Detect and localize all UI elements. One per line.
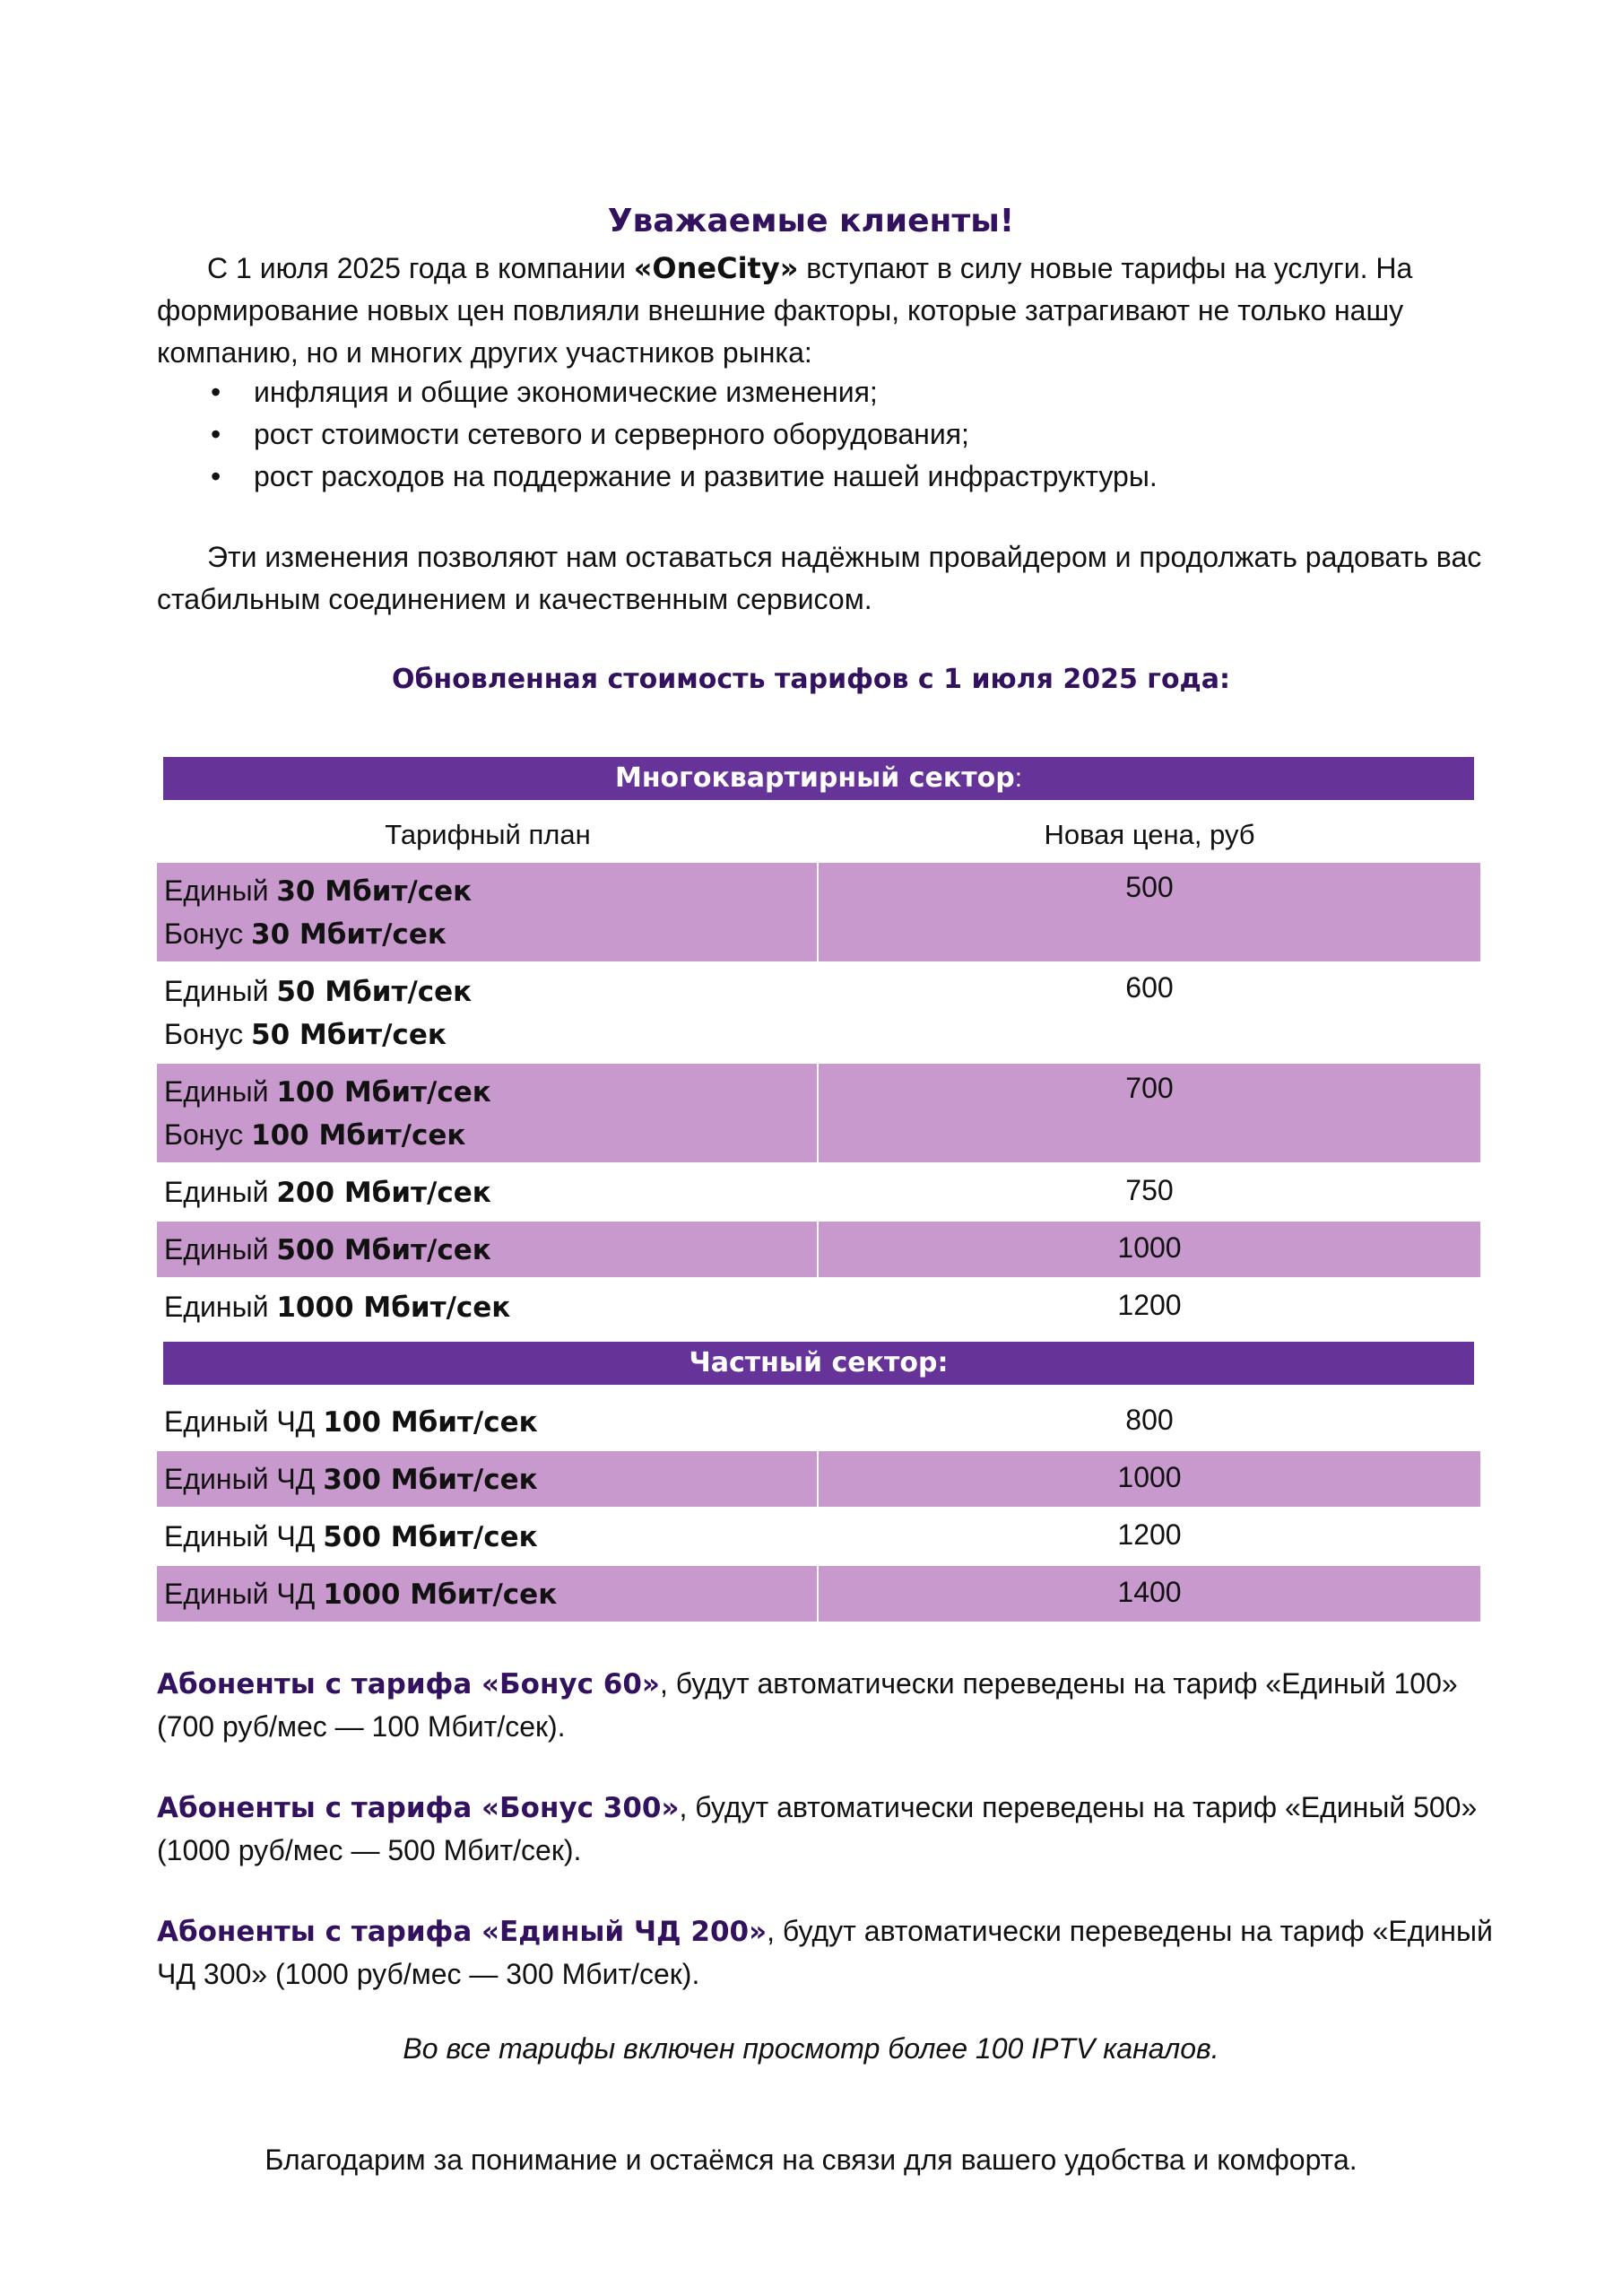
plan-name: Единый xyxy=(164,1075,277,1108)
list-item xyxy=(157,413,1484,456)
plan-name: Единый ЧД xyxy=(164,1520,324,1552)
intro-text-after: вступают в силу новые тарифы на услуги. На формирование новых цен повлияли внешние факторы, которые затрагивают не только нашу компанию, но и многих других участников рынка: xyxy=(157,252,1413,369)
plan-speed: 50 Мбит/сек xyxy=(276,976,473,1008)
bullet-text: рост расходов на поддержание и развитие нашей инфраструктуры. xyxy=(254,460,1158,492)
table-row xyxy=(157,1566,1480,1622)
list-item xyxy=(157,456,1484,498)
plan-name: Единый ЧД xyxy=(164,1578,324,1610)
price-cell: 700 xyxy=(1125,1072,1174,1104)
plan-name: Бонус xyxy=(164,1018,251,1050)
section-title-multi: Многоквартирный сектор xyxy=(614,762,1015,794)
plan-name: Единый xyxy=(164,1291,277,1323)
plan-name: Единый ЧД xyxy=(164,1405,324,1438)
migration-note xyxy=(157,1910,1493,1996)
plan-name: Бонус xyxy=(164,1118,251,1151)
bullet-text: рост стоимости сетевого и серверного оборудования; xyxy=(254,418,969,450)
price-cell: 1200 xyxy=(1117,1518,1182,1551)
note-highlight: Абоненты с тарифа «Бонус 60» xyxy=(157,1668,660,1700)
bullet-icon: • xyxy=(211,418,221,450)
section-bar-private: Частный сектор: xyxy=(163,1342,1474,1385)
plan-speed: 200 Мбит/сек xyxy=(276,1177,491,1209)
plan-cell xyxy=(164,1229,491,1272)
note-highlight: Абоненты с тарифа «Бонус 300» xyxy=(157,1792,680,1824)
intro-paragraph-2: Эти изменения позволяют нам оставаться надёжным провайдером и продолжать радовать вас стабильным соединением и качественным сервисом. xyxy=(157,541,1482,615)
plan-cell xyxy=(164,870,472,956)
price-cell: 600 xyxy=(1125,971,1174,1004)
plan-speed: 100 Мбит/сек xyxy=(323,1406,538,1439)
column-header-plan: Тарифный план xyxy=(385,819,591,850)
plan-name: Единый ЧД xyxy=(164,1463,324,1495)
closing-line: Благодарим за понимание и остаёмся на связи для вашего удобства и комфорта. xyxy=(265,2144,1357,2176)
migration-note xyxy=(157,1787,1493,1872)
intro-paragraph xyxy=(157,248,1493,374)
plan-speed: 100 Мбит/сек xyxy=(276,1076,491,1109)
table-row xyxy=(157,1064,1480,1162)
section-title-colon: : xyxy=(1014,763,1023,793)
bullet-text: инфляция и общие экономические изменения; xyxy=(254,376,878,408)
plan-cell xyxy=(164,1458,538,1501)
note-text: , будут автоматически переведены на тариф «Единый 500» (1000 руб/мес — 500 Мбит/сек). xyxy=(157,1791,1478,1866)
price-cell: 800 xyxy=(1125,1404,1174,1436)
note-text: , будут автоматически переведены на тариф «Единый 100» (700 руб/мес — 100 Мбит/сек). xyxy=(157,1667,1458,1743)
table-row xyxy=(157,1164,1480,1220)
price-cell: 1000 xyxy=(1117,1461,1182,1493)
price-cell: 1400 xyxy=(1117,1576,1182,1608)
factors-list xyxy=(157,371,1484,498)
intro-text-before: С 1 июля 2025 года в компании xyxy=(207,252,634,284)
plan-name: Единый xyxy=(164,1176,277,1208)
plan-cell xyxy=(164,1286,510,1329)
plan-speed: 500 Мбит/сек xyxy=(323,1521,538,1553)
bullet-icon: • xyxy=(211,460,221,492)
plan-cell xyxy=(164,1573,557,1616)
plan-speed: 50 Мбит/сек xyxy=(251,1019,447,1051)
price-cell: 1200 xyxy=(1117,1289,1182,1321)
plan-speed: 100 Мбит/сек xyxy=(251,1119,466,1152)
price-cell: 500 xyxy=(1125,871,1174,903)
letter-title: Уважаемые клиенты! xyxy=(607,203,1015,239)
table-row xyxy=(157,863,1480,961)
plan-speed: 1000 Мбит/сек xyxy=(276,1292,511,1324)
table-row xyxy=(157,963,1480,1062)
plan-name: Бонус xyxy=(164,918,251,950)
plan-cell xyxy=(164,1071,491,1157)
plan-name: Единый xyxy=(164,1233,277,1265)
note-text: , будут автоматически переведены на тариф «Единый ЧД 300» (1000 руб/мес — 300 Мбит/сек). xyxy=(157,1915,1493,1990)
table-row xyxy=(157,1394,1480,1449)
plan-cell xyxy=(164,970,472,1057)
list-item xyxy=(157,371,1484,413)
plan-name: Единый xyxy=(164,975,277,1007)
iptv-note: Во все тарифы включен просмотр более 100 IPTV каналов. xyxy=(403,2032,1219,2065)
tariffs-subtitle: Обновленная стоимость тарифов с 1 июля 2025 года: xyxy=(391,664,1231,695)
plan-speed: 1000 Мбит/сек xyxy=(323,1578,558,1611)
price-cell: 1000 xyxy=(1117,1231,1182,1264)
company-name: «OneCity» xyxy=(633,251,799,285)
plan-speed: 30 Мбит/сек xyxy=(276,875,473,908)
plan-name: Единый xyxy=(164,874,277,907)
price-cell: 750 xyxy=(1125,1174,1174,1206)
plan-speed: 500 Мбит/сек xyxy=(276,1234,491,1266)
column-header-price: Новая цена, руб xyxy=(1044,819,1255,850)
section-bar-multi xyxy=(163,757,1474,800)
migration-note xyxy=(157,1663,1493,1748)
plan-cell xyxy=(164,1516,538,1559)
plan-speed: 300 Мбит/сек xyxy=(323,1464,538,1496)
note-highlight: Абоненты с тарифа «Единый ЧД 200» xyxy=(157,1916,768,1948)
bullet-icon: • xyxy=(211,376,221,408)
plan-cell xyxy=(164,1171,491,1214)
plan-speed: 30 Мбит/сек xyxy=(251,918,447,951)
table-row xyxy=(157,1509,1480,1564)
table-row xyxy=(157,1279,1480,1335)
plan-cell xyxy=(164,1401,538,1444)
table-row xyxy=(157,1222,1480,1277)
table-row xyxy=(157,1451,1480,1507)
